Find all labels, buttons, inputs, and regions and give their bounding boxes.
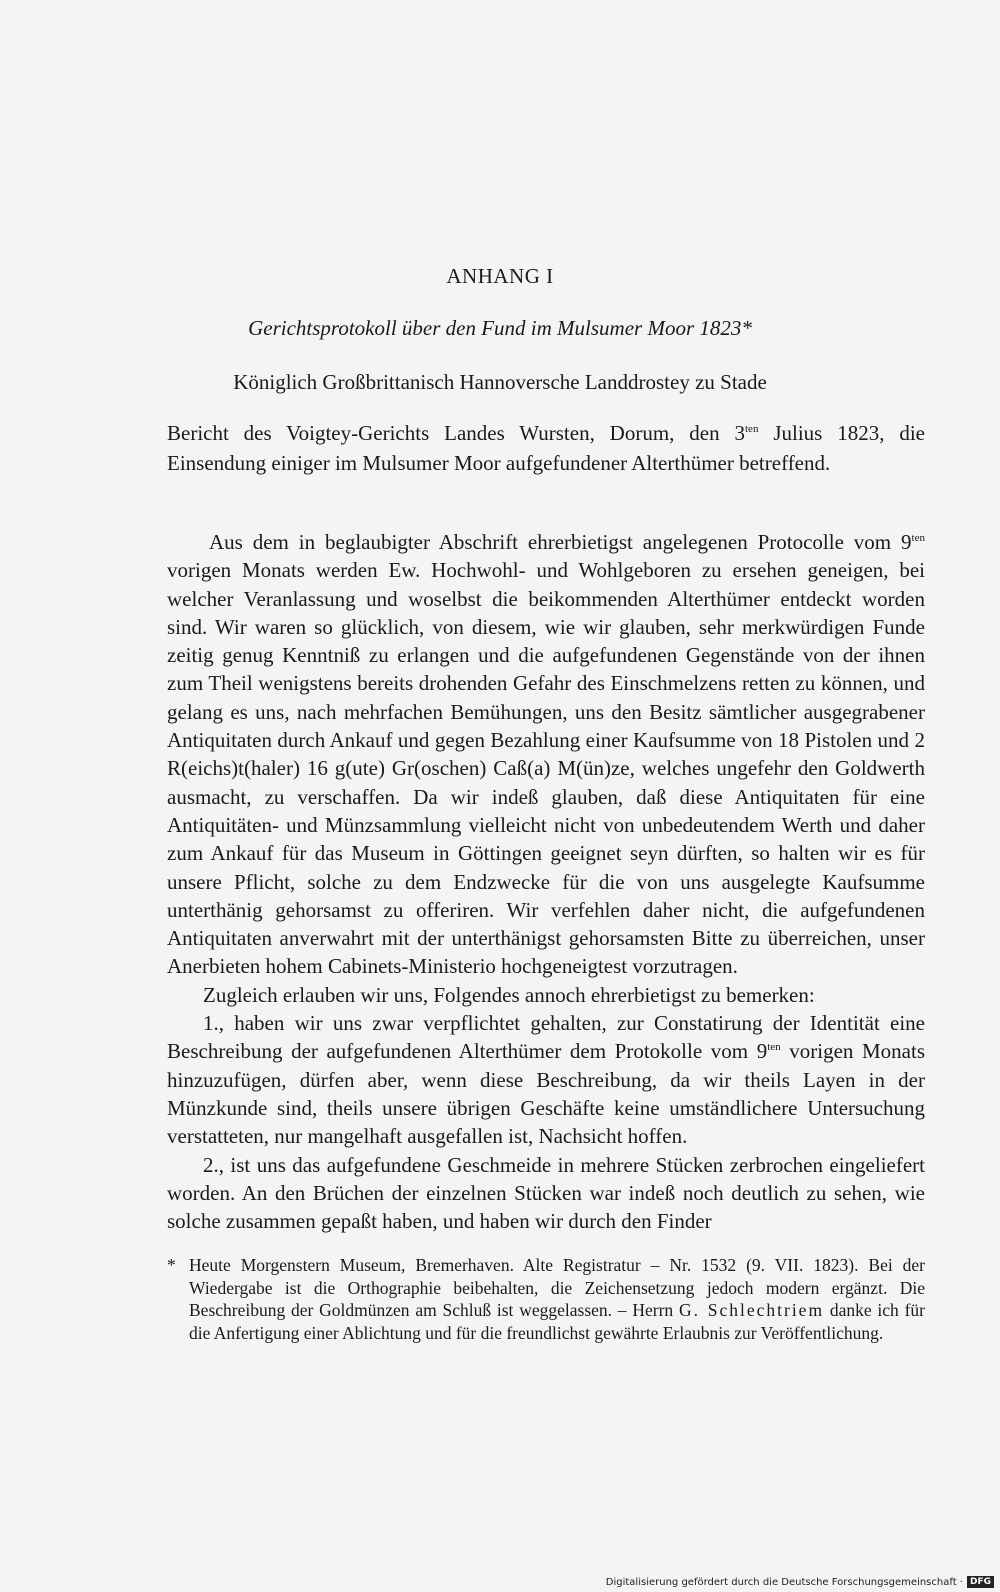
body-text bbox=[167, 528, 925, 1235]
paragraph-1-text-a: Aus dem in beglaubigter Abschrift ehrerbietigst angelegenen Protocolle vom 9 bbox=[209, 530, 912, 554]
footnote-text-a: Heute Morgenstern Museum, Bremerhaven. Alte Registratur – Nr. 1532 (9. VII. 1823). Bei der Wiedergabe ist die Orthographie beibehalten, die Zeichensetzung jedoch modern ergänzt. Die Beschreibung der Goldmünzen am Schluß ist weggelassen. – Herrn bbox=[189, 1255, 925, 1320]
paragraph-4: 2., ist uns das aufgefundene Geschmeide in mehrere Stücken zerbrochen eingeliefert worden. An den Brüchen der einzelnen Stücken war indeß noch deutlich zu sehen, wie solche zusammen gepaßt haben, und haben wir durch den Finder bbox=[167, 1152, 925, 1234]
appendix-heading: ANHANG I bbox=[446, 264, 554, 288]
report-intro bbox=[167, 418, 925, 478]
intro-text-a: Bericht des Voigtey-Gerichts Landes Wursten, Dorum, den 3 bbox=[167, 421, 745, 445]
paragraph-3-superscript: ten bbox=[767, 1041, 781, 1054]
dfg-logo-icon: DFG bbox=[967, 1576, 994, 1588]
footnote-name: G. Schlechtriem bbox=[678, 1300, 825, 1320]
paragraph-1-superscript: ten bbox=[911, 532, 925, 544]
paragraph-1 bbox=[167, 528, 925, 981]
protocol-subtitle: Gerichtsprotokoll über den Fund im Mulsumer Moor 1823* bbox=[248, 316, 752, 340]
paragraph-3 bbox=[167, 1009, 925, 1150]
authority-line: Königlich Großbrittanisch Hannoversche Landdrostey zu Stade bbox=[233, 370, 767, 394]
paragraph-2: Zugleich erlauben wir uns, Folgendes annoch ehrerbietigst zu bemerken: bbox=[203, 982, 815, 1007]
credit-text: Digitalisierung gefördert durch die Deutsche Forschungsgemeinschaft · bbox=[605, 1576, 963, 1588]
paragraph-3-text-b: vorigen Monats hinzuzufügen, dürfen aber, wenn diese Beschreibung, da wir theils Layen in der Münzkunde sind, theils unsere übrigen Geschäfte keine umständlichere Untersuchung verstatteten, nur mangelhaft ausgefallen ist, Nachsicht hoffen. bbox=[167, 1039, 925, 1149]
footnote-text-b: danke ich für die Anfertigung einer Ablichtung und für die freundlichst gewährte Erlaubnis zur Veröffentlichung. bbox=[189, 1300, 926, 1343]
paragraph-1-text-b: vorigen Monats werden Ew. Hochwohl- und Wohlgeboren zu ersehen geneigen, bei welcher Veranlassung und woselbst die beikommenden Alterthümer entdeckt worden sind. Wir waren so glücklich, von diesem, wie wir glauben, sehr merkwürdigen Funde zeitig genug Kenntniß zu erlangen und die aufgefundenen Gegenstände von der ihnen zum Theil wenigstens bereits drohenden Gefahr des Einschmelzens retten zu können, und gelang es uns, nach mehrfachen Bemühungen, uns den Besitz sämtlicher ausgegrabener Antiquitaten durch Ankauf und gegen Bezahlung einer Kaufsumme von 18 Pistolen und 2 R(eichs)t(haler) 16 g(ute) Gr(oschen) Caß(a) M(ün)ze, welches ungefehr den Goldwerth ausmacht, zu verschaffen. Da wir indeß glauben, daß diese Antiquitaten für eine Antiquitäten- und Münzsammlung vielleicht nicht von unbedeutendem Werth und daher zum Ankauf für das Museum in Göttingen geeignet seyn dürften, so halten wir es für unsere Pflicht, solche zu dem Endzwecke für die von uns ausgelegte Kaufsumme unterthänig gehorsamst zu offeriren. Wir verfehlen daher nicht, die aufgefundenen Antiquitaten anverwahrt mit der unterthänigst gehorsamsten Bitte zu überreichen, unser Anerbieten hohem Cabinets-Ministerio hochgeneigtest vorzutragen. bbox=[167, 558, 925, 979]
footnote-mark: * bbox=[167, 1255, 176, 1275]
intro-text-b: Julius 1823, die Einsendung einiger im Mulsumer Moor aufgefundener Alterthümer betreffend. bbox=[167, 421, 925, 475]
paragraph-3-text-a: 1., haben wir uns zwar verpflichtet gehalten, zur Constatirung der Identität eine Beschreibung der aufgefundenen Alterthümer dem Protokolle vom 9 bbox=[167, 1011, 925, 1064]
digitization-credit bbox=[606, 1576, 994, 1588]
footnote bbox=[167, 1254, 925, 1344]
intro-superscript: ten bbox=[745, 423, 759, 435]
